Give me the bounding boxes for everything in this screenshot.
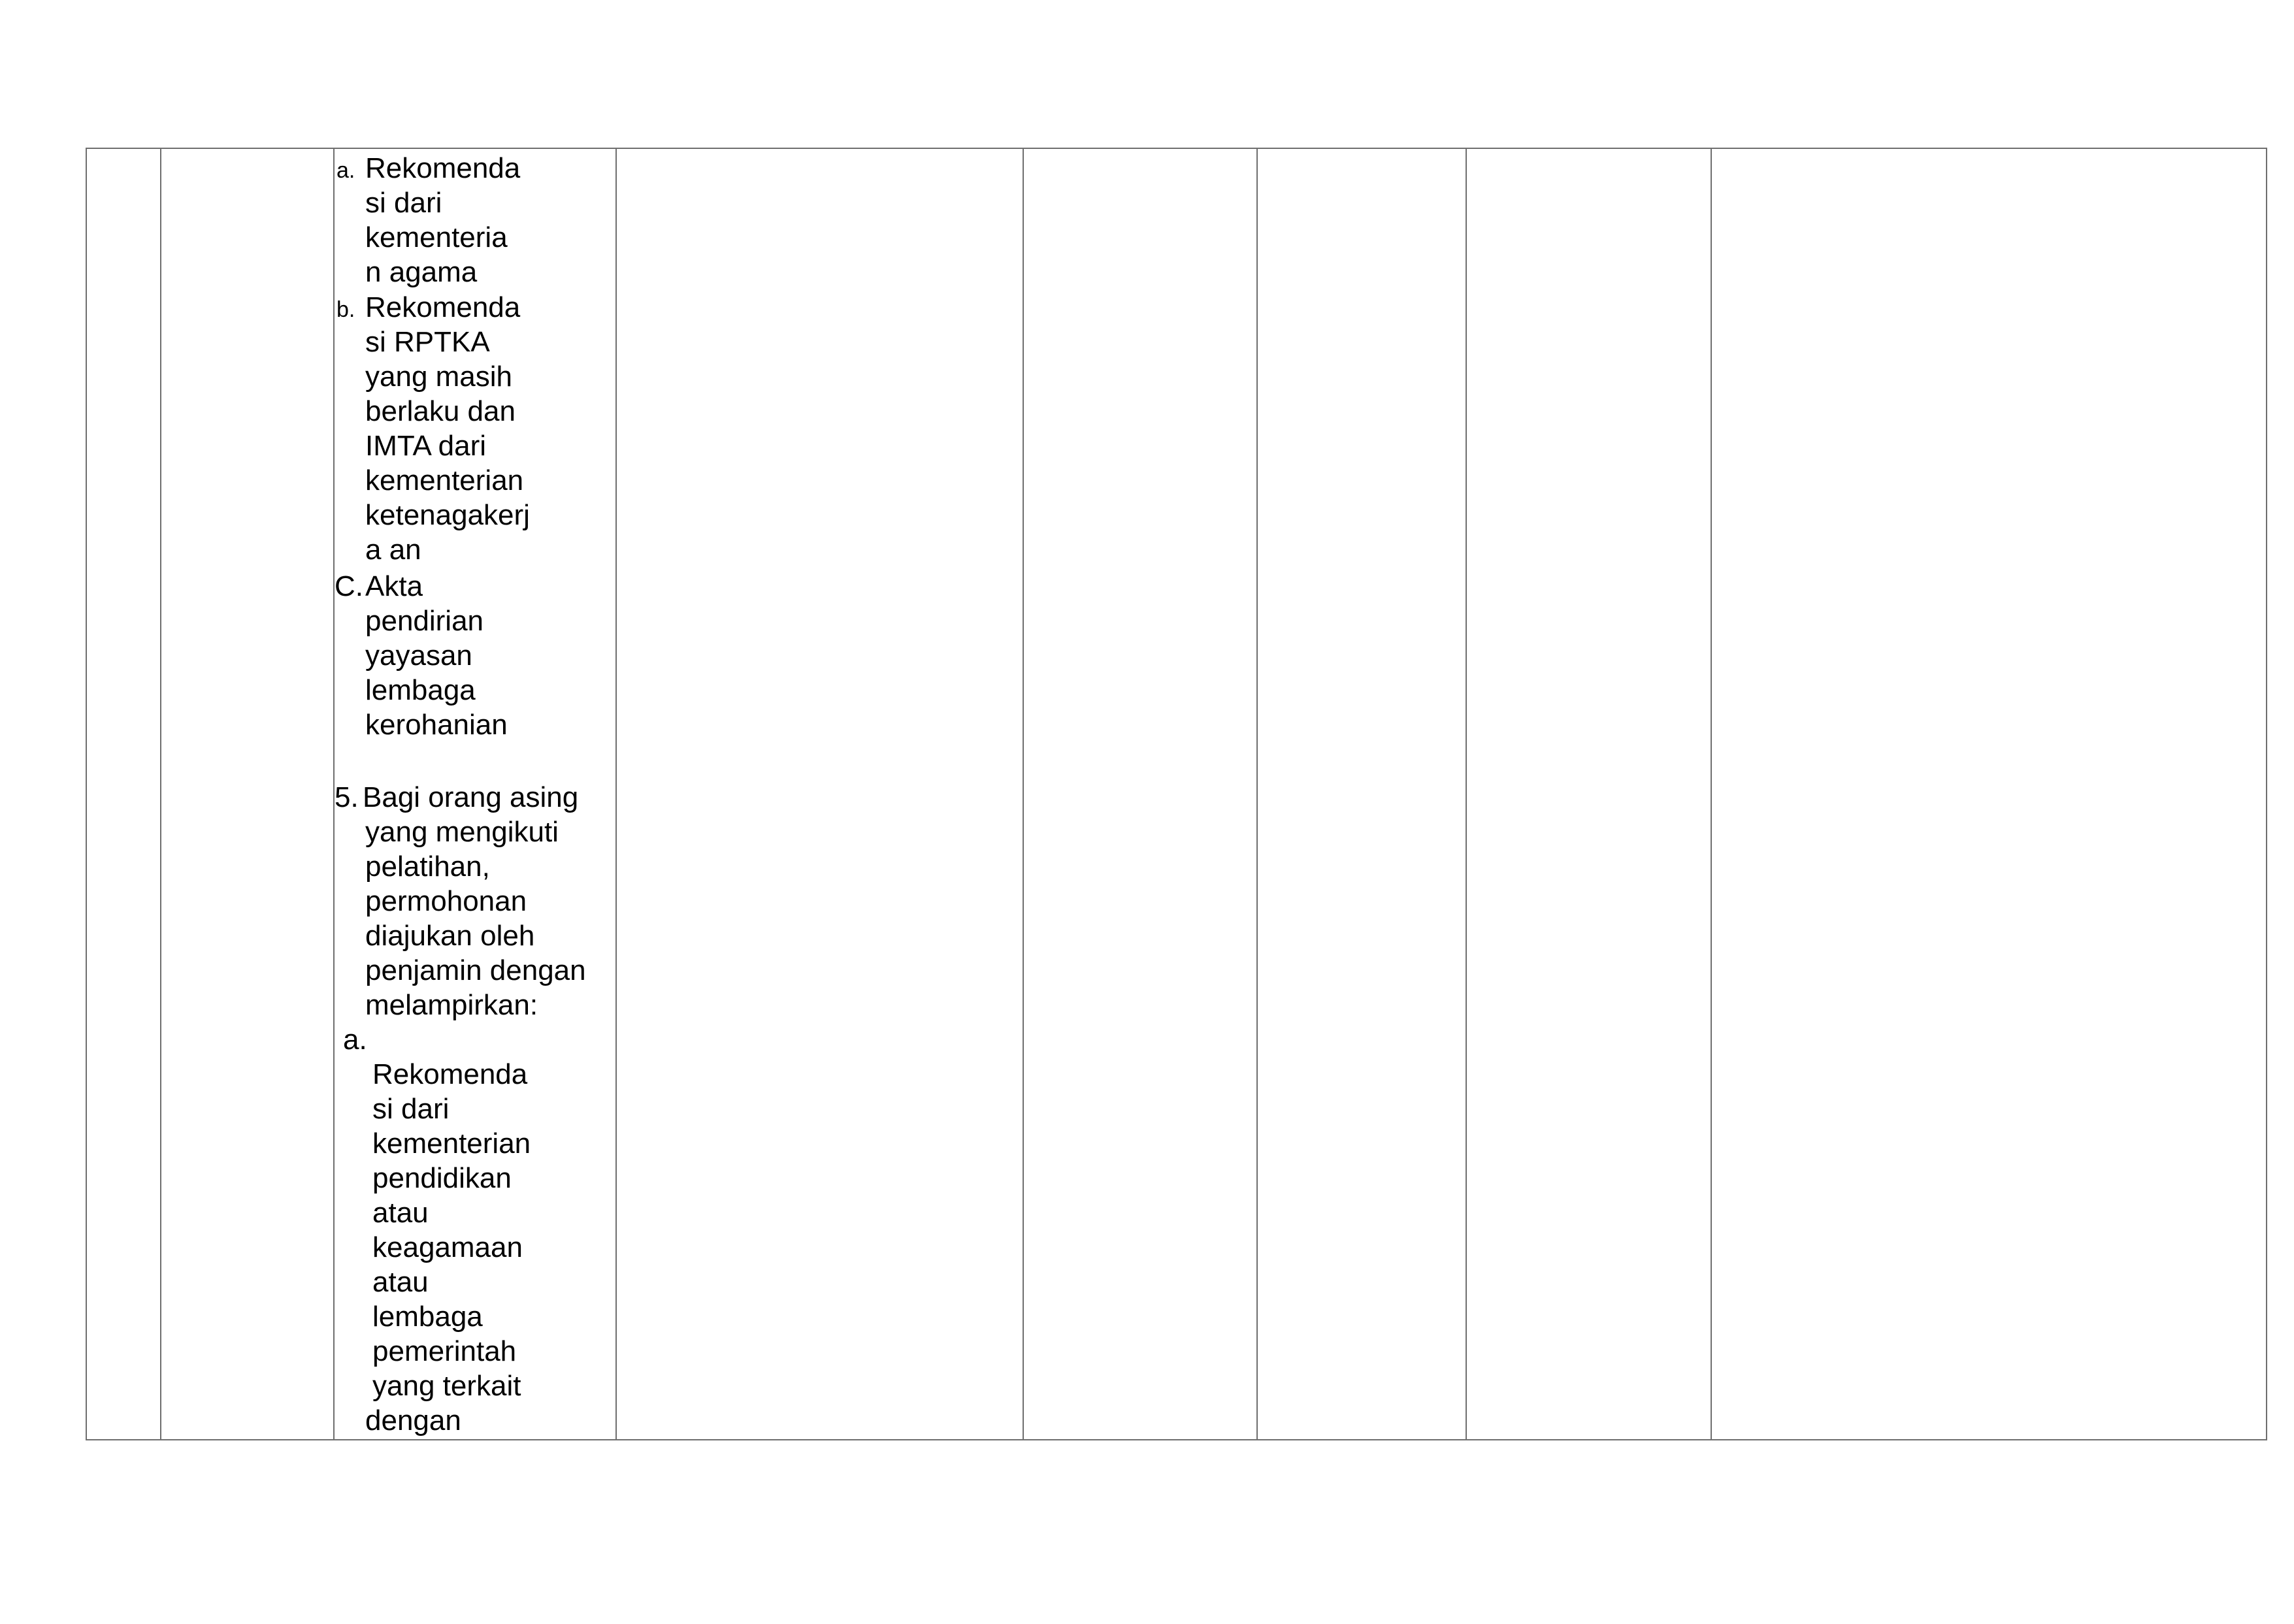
item-b-line: kementerian <box>365 464 524 496</box>
table-row <box>86 148 2267 1440</box>
fee-cell <box>1257 148 1466 1440</box>
product-cell <box>1466 148 1711 1440</box>
item-5a-marker: a. <box>343 1024 367 1056</box>
item-5-line: diajukan oleh <box>365 920 535 952</box>
item-5a-line: kementerian <box>372 1128 531 1160</box>
item-5-line: permohonan <box>365 885 527 917</box>
item-5-marker: 5. <box>335 781 359 813</box>
item-5a-line: lembaga <box>372 1301 483 1333</box>
item-5a-line: pemerintah <box>372 1335 517 1367</box>
item-c-line: pendirian <box>365 605 484 637</box>
item-5-line: melampirkan: <box>365 989 538 1021</box>
item-5a-line: pendidikan <box>372 1162 512 1194</box>
service-cell <box>161 148 334 1440</box>
item-5a-line: atau <box>372 1266 429 1298</box>
item-5-line: yang mengikuti <box>365 816 559 848</box>
item-c-line: lembaga <box>365 674 476 706</box>
item-a-line: kementeria <box>365 221 508 253</box>
item-b-marker: b. <box>336 297 355 322</box>
item-a-line: n agama <box>365 256 478 288</box>
item-5a <box>335 1022 615 1438</box>
item-a-line: Rekomenda <box>365 152 521 184</box>
duration-cell <box>1023 148 1257 1440</box>
item-a-marker: a. <box>336 158 355 183</box>
item-c-line: yayasan <box>365 640 472 672</box>
item-5 <box>335 780 615 1022</box>
item-5a-line: dengan <box>365 1405 461 1437</box>
item-c-line: kerohanian <box>365 709 508 741</box>
item-b-line: a an <box>365 534 421 566</box>
item-b-line: yang masih <box>365 361 513 393</box>
item-b-line: ketenagakerj <box>365 499 530 531</box>
item-5-line: pelatihan, <box>365 851 490 883</box>
requirements-table <box>86 148 2267 1440</box>
item-b <box>335 290 615 567</box>
item-5a-line: Rekomenda <box>372 1058 528 1090</box>
item-b-line: Rekomenda <box>365 291 521 323</box>
requirements-cell <box>334 148 616 1440</box>
item-c <box>335 569 615 742</box>
number-cell <box>86 148 161 1440</box>
item-c-marker: C. <box>335 570 363 602</box>
item-5a-line: keagamaan <box>372 1231 523 1263</box>
item-5a-line: yang terkait <box>372 1370 521 1402</box>
item-5-line: Bagi orang asing <box>363 781 579 813</box>
item-c-line: Akta <box>365 570 423 602</box>
notes-cell <box>1711 148 2267 1440</box>
item-5a-line: atau <box>372 1197 429 1229</box>
item-a-line: si dari <box>365 187 442 219</box>
item-b-line: berlaku dan <box>365 395 516 427</box>
item-5a-line: si dari <box>372 1093 450 1125</box>
item-a <box>335 151 615 289</box>
item-5-line: penjamin dengan <box>365 954 586 986</box>
procedure-cell <box>616 148 1023 1440</box>
item-b-line: si RPTKA <box>365 326 490 358</box>
item-b-line: IMTA dari <box>365 430 487 462</box>
